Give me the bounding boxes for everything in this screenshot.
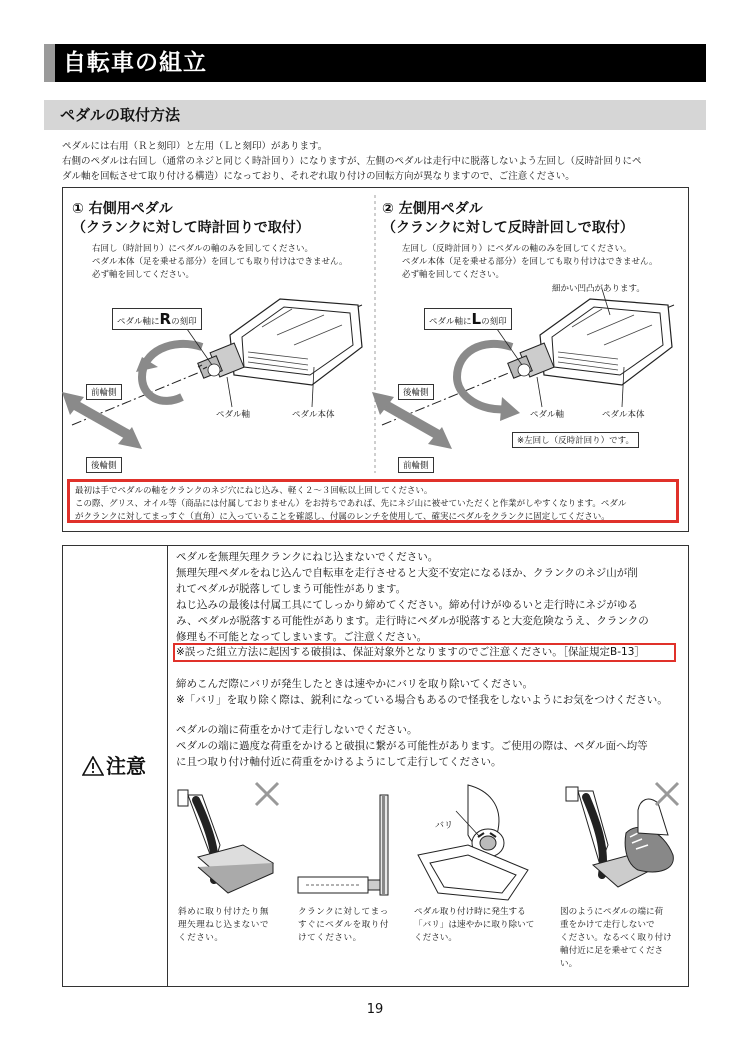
- right-front-label: 前輪側: [86, 384, 122, 400]
- illus-slanted-pedal: [178, 783, 278, 893]
- illus-straight-pedal: [298, 795, 388, 895]
- right-body-label: ペダル本体: [292, 410, 335, 420]
- section-title: ペダルの取付方法: [60, 106, 181, 124]
- caution-text: れてペダルが脱落してしまう可能性があります。: [176, 583, 407, 595]
- caption-2: けてください。: [298, 933, 362, 943]
- page-title: 自転車の組立: [63, 50, 207, 76]
- notice-line: この際、グリス、オイル等（商品には付属しておりません）をお持ちであれば、先にネジ山に被せていただくと作業がしやすくなります。ペダル: [75, 499, 627, 509]
- left-front-label: 前輪側: [398, 457, 434, 473]
- left-bump-label: 細かい凹凸があります。: [552, 284, 645, 294]
- caution-text: み、ペダルが脱落する可能性があります。走行時にペダルが脱落すると大変危険なうえ、クランクの: [176, 615, 649, 627]
- warranty-text: ※誤った組立方法に起因する破損は、保証対象外となりますのでご注意ください。［保証規定B-13］: [176, 646, 645, 658]
- left-pedal-title: ② 左側用ペダル: [382, 201, 483, 217]
- left-direction-note: ※左回し（反時計回り）です。: [512, 432, 639, 448]
- left-pedal-desc: ペダル本体（足を乗せる部分）を回しても取り付けはできません。: [402, 257, 658, 267]
- right-pedal-desc: 必ず軸を回してください。: [92, 270, 195, 280]
- right-pedal-subtitle: （クランクに対して時計回りで取付）: [72, 220, 310, 236]
- caption-1: ください。: [178, 933, 224, 943]
- caption-4: 重をかけて走行しないで: [560, 920, 655, 930]
- caption-4: 軸付近に足を乗せてくださ: [560, 946, 664, 956]
- burr-label: バリ: [435, 821, 454, 831]
- caution-text: 締めこんだ際にバリが発生したときは速やかにバリを取り除いてください。: [176, 678, 533, 690]
- caption-2: クランクに対してまっ: [298, 907, 389, 917]
- caption-4: ください。なるべく取り付け: [560, 933, 672, 943]
- title-accent: [44, 44, 55, 82]
- caution-text: ねじ込みの最後は付属工具にてしっかり締めてください。締め付けがゆるいと走行時にネジがゆる: [176, 599, 638, 611]
- right-pedal-desc: 右回し（時計回り）にペダルの軸のみを回してください。: [92, 244, 314, 254]
- left-rear-label: 後輪側: [398, 384, 434, 400]
- caution-divider: [167, 545, 168, 986]
- caption-1: 理矢理ねじ込まないで: [178, 920, 269, 930]
- caution-text: 無理矢理ペダルをねじ込んで自転車を走行させると大変不安定になるほか、クランクのネジ山が削: [176, 567, 638, 579]
- intro-line: ペダルには右用（Ｒと刻印）と左用（Ｌと刻印）があります。: [62, 141, 328, 152]
- intro-line: 右側のペダルは右回し（通常のネジと同じく時計回り）になりますが、左側のペダルは走行中に脱落しないよう左回し（反時計回りにペ: [62, 156, 642, 167]
- caution-text: ペダルの端に過度な荷重をかけると破損に繋がる可能性があります。ご使用の際は、ペダル面へ均等: [176, 740, 648, 752]
- left-mark-label: ペダル軸にLの刻印: [424, 308, 512, 330]
- caution-text: に且つ取り付け軸付近に荷重をかけるようにして走行してください。: [176, 756, 502, 768]
- left-shaft-label: ペダル軸: [530, 410, 565, 420]
- right-pedal-title: ① 右側用ペダル: [72, 201, 173, 217]
- section-title-bar: [44, 100, 706, 130]
- caution-text: ※「バリ」を取り除く際は、鋭利になっている場合もあるので怪我をしないようにお気をつけください。: [176, 694, 668, 706]
- right-pedal-illustration: [62, 299, 362, 449]
- right-rear-label: 後輪側: [86, 457, 122, 473]
- left-pedal-subtitle: （クランクに対して反時計回しで取付）: [382, 220, 634, 236]
- right-mark-label: ペダル軸にRの刻印: [112, 308, 202, 330]
- caution-text: ペダルを無理矢理クランクにねじ込まないでください。: [176, 551, 439, 563]
- page-title-bar: [44, 44, 706, 82]
- caption-3: ペダル取り付け時に発生する: [414, 907, 526, 917]
- caution-text: ペダルの端に荷重をかけて走行しないでください。: [176, 724, 418, 736]
- caution-label: 注意: [106, 754, 146, 778]
- caution-illustrations: [168, 775, 686, 905]
- caption-1: 斜めに取り付けたり無: [178, 907, 269, 917]
- right-shaft-label: ペダル軸: [216, 410, 251, 420]
- notice-line: 最初は手でペダルの軸をクランクのネジ穴にねじ込み、軽く２～３回転以上回してください。: [75, 486, 433, 496]
- installation-notice: [67, 479, 679, 523]
- warning-triangle-icon: [82, 756, 104, 776]
- caution-text: 修理も不可能となってしまいます。ご注意ください。: [176, 631, 428, 643]
- right-pedal-desc: ペダル本体（足を乗せる部分）を回しても取り付けはできません。: [92, 257, 348, 267]
- illus-foot-edge: [566, 783, 678, 887]
- left-pedal-desc: 左回し（反時計回り）にペダルの軸のみを回してください。: [402, 244, 632, 254]
- caption-3: 「バリ」は速やかに取り除いて: [414, 920, 535, 930]
- caption-4: 図のようにペダルの端に荷: [560, 907, 664, 917]
- caution-heading: [82, 752, 154, 782]
- illus-burr: [418, 785, 528, 900]
- left-pedal-illustration: [372, 289, 674, 449]
- caption-2: すぐにペダルを取り付: [298, 920, 389, 930]
- caption-4: い。: [560, 959, 578, 969]
- left-body-label: ペダル本体: [602, 410, 645, 420]
- page-number: 19: [366, 1002, 384, 1017]
- caption-3: ください。: [414, 933, 457, 943]
- intro-line: ダル軸を回転させて取り付ける構造）になっており、それぞれ取り付けの回転方向が異なりますので、ご注意ください。: [62, 171, 575, 182]
- notice-line: がクランクに対してまっすぐ（直角）に入っていることを確認し、付属のレンチを使用して、確実にペダルをクランクに固定してください。: [75, 512, 610, 522]
- left-pedal-desc: 必ず軸を回してください。: [402, 270, 505, 280]
